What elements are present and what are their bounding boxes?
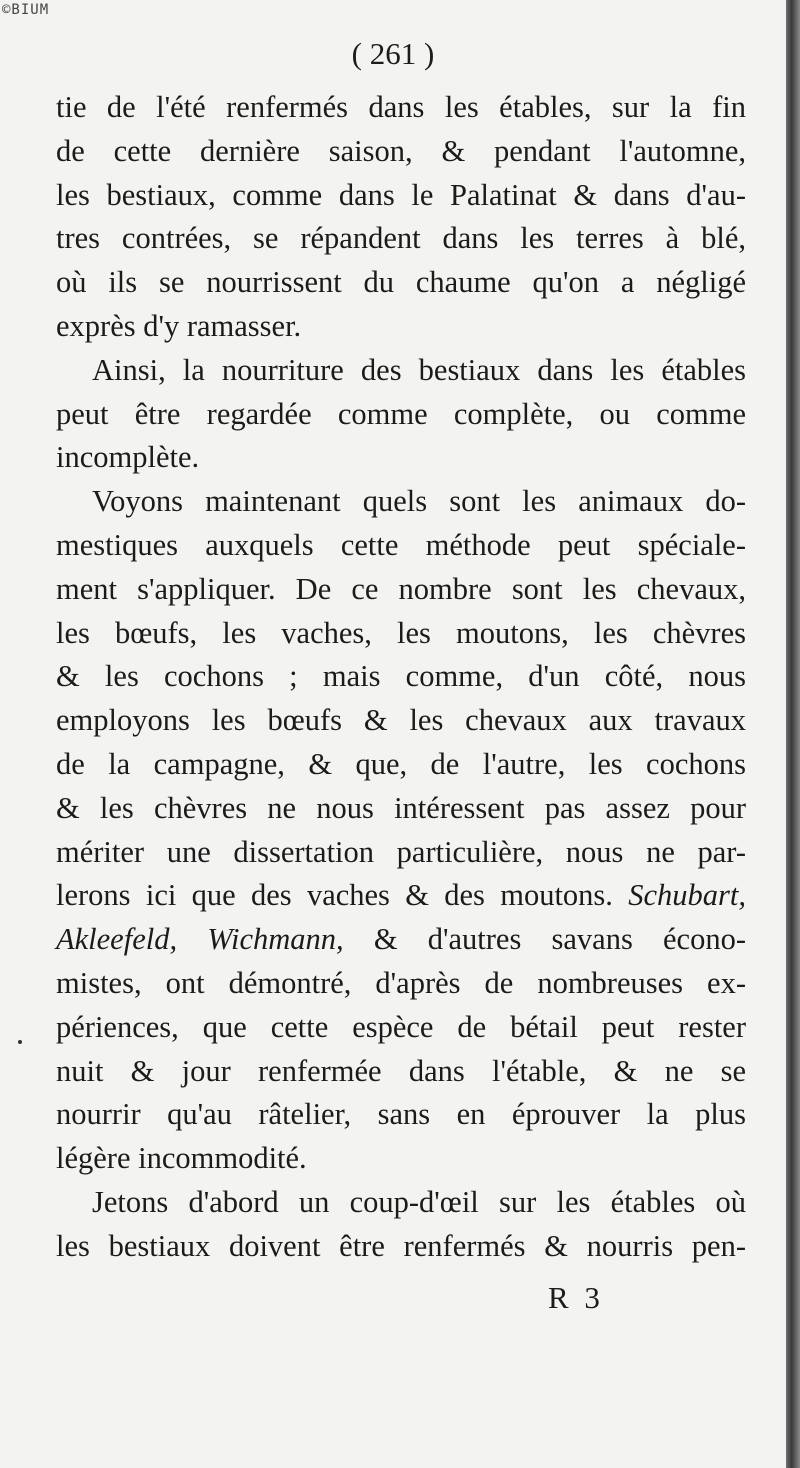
paragraph: [56, 349, 746, 480]
author-name: Akleefeld,: [56, 922, 178, 957]
text-line: où ils se nourrissent du chaume qu'on a négligé: [56, 265, 746, 300]
text-line: les bestiaux, comme dans le Palatinat & dans d'au-: [56, 177, 746, 212]
text-line-mixed: [56, 918, 746, 962]
text-line: incomplète.: [56, 440, 200, 475]
text-line: de cette dernière saison, & pendant l'automne,: [56, 133, 746, 168]
text-line: Ainsi, la nourriture des bestiaux dans les étables: [92, 352, 746, 387]
text-line: mestiques auxquels cette méthode peut spéciale-: [56, 527, 746, 562]
text-line: exprès d'y ramasser.: [56, 308, 302, 343]
text-line: & les cochons ; mais comme, d'un côté, nous: [56, 659, 746, 694]
paragraph: [56, 1181, 746, 1269]
paragraph: [56, 480, 746, 1181]
page-number: ( 261 ): [351, 36, 435, 71]
text-line-mixed: [56, 874, 746, 918]
paragraph: [56, 86, 746, 349]
page-edge-shadow: [786, 0, 800, 1468]
text-segment: & d'autres savans écono-: [373, 922, 746, 957]
text-line: Voyons maintenant quels sont les animaux do-: [92, 484, 746, 519]
text-line: tie de l'été renfermés dans les étables, sur la fin: [56, 90, 746, 124]
author-name: Wichmann,: [207, 922, 344, 957]
signature-mark: R 3: [548, 1280, 604, 1315]
body-text: [56, 86, 746, 1269]
text-line: ment s'appliquer. De ce nombre sont les chevaux,: [56, 571, 746, 606]
watermark: ©BIUM: [2, 2, 50, 18]
text-line: mériter une dissertation particulière, nous ne par-: [56, 834, 746, 869]
ink-speck: [18, 1040, 22, 1044]
text-line: de la campagne, & que, de l'autre, les cochons: [56, 746, 746, 781]
text-line: les bœufs, les vaches, les moutons, les chèvres: [56, 615, 746, 650]
text-line: tres contrées, se répandent dans les terres à blé,: [56, 221, 746, 256]
text-line: nuit & jour renfermée dans l'étable, & ne se: [56, 1053, 746, 1088]
text-line: nourrir qu'au râtelier, sans en éprouver la plus: [56, 1097, 746, 1132]
text-line: légère incommodité.: [56, 1141, 307, 1176]
text-segment: lerons ici que des vaches & des moutons.: [56, 878, 613, 913]
text-line: & les chèvres ne nous intéressent pas assez pour: [56, 790, 746, 825]
text-line: périences, que cette espèce de bétail peut rester: [56, 1009, 746, 1044]
text-line: mistes, ont démontré, d'après de nombreuses ex-: [56, 965, 746, 1000]
text-line: les bestiaux doivent être renfermés & nourris pen-: [56, 1228, 746, 1263]
author-name: Schubart,: [628, 878, 746, 913]
text-line: employons les bœufs & les chevaux aux travaux: [56, 703, 746, 738]
text-line: peut être regardée comme complète, ou comme: [56, 396, 746, 431]
text-line: Jetons d'abord un coup-d'œil sur les étables où: [92, 1184, 746, 1219]
